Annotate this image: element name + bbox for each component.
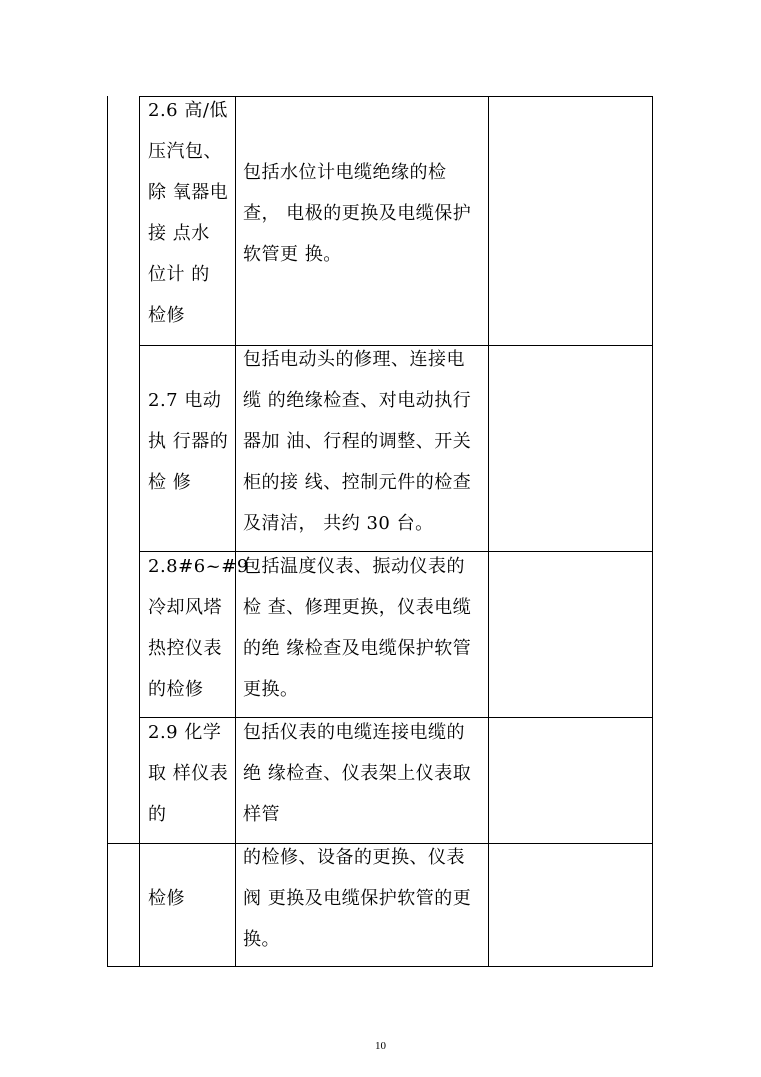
item-cell xyxy=(148,712,228,835)
item-cell xyxy=(148,878,185,919)
description-line: 绝 缘检查、仪表架上仪表取 xyxy=(243,763,472,784)
description-cell xyxy=(243,712,471,835)
description-line: 包括温度仪表、振动仪表的 xyxy=(243,556,465,577)
description-line: 软管更 换。 xyxy=(243,244,342,265)
description-line: 包括水位计电缆绝缘的检 xyxy=(243,162,447,183)
item-cell xyxy=(148,380,228,503)
description-cell xyxy=(243,152,471,275)
description-line: 及清洁， 共约 30 台。 xyxy=(243,513,434,534)
item-line: 2.8#6~#9 xyxy=(148,556,249,577)
item-line: 热控仪表 xyxy=(148,638,222,659)
description-line: 样管 xyxy=(243,804,280,825)
description-line: 查， 电极的更换及电缆保护 xyxy=(243,203,472,224)
item-cell xyxy=(148,546,249,710)
item-line: 2.7 电动 xyxy=(148,390,222,411)
table-border-bottom xyxy=(107,966,653,967)
column-divider xyxy=(488,96,489,967)
description-line: 阀 更换及电缆保护软管的更 xyxy=(243,888,472,909)
column-divider xyxy=(235,96,236,967)
page-number: 10 xyxy=(375,1040,386,1052)
description-cell xyxy=(243,837,471,960)
item-line: 除 氧器电 xyxy=(148,182,229,203)
description-line: 器加 油、行程的调整、开关 xyxy=(243,431,472,452)
description-line: 的检修、设备的更换、仪表 xyxy=(243,847,465,868)
column-divider xyxy=(139,96,140,967)
item-line: 检修 xyxy=(148,305,185,326)
description-line: 柜的接 线、控制元件的检查 xyxy=(243,472,472,493)
description-line: 换。 xyxy=(243,929,280,950)
description-cell xyxy=(243,546,471,710)
description-line: 包括电动头的修理、连接电 xyxy=(243,349,465,370)
item-line: 取 样仪表 xyxy=(148,763,229,784)
item-line: 2.9 化学 xyxy=(148,722,222,743)
description-line: 包括仪表的电缆连接电缆的 xyxy=(243,722,465,743)
description-cell xyxy=(243,339,471,544)
item-cell xyxy=(148,90,228,336)
table-border-right xyxy=(652,96,653,967)
item-line: 检修 xyxy=(148,888,185,909)
item-line: 的检修 xyxy=(148,679,204,700)
description-line: 更换。 xyxy=(243,679,299,700)
table-border-left xyxy=(107,96,108,967)
description-line: 检 查、修理更换，仪表电缆 xyxy=(243,597,472,618)
item-line: 2.6 高/低 xyxy=(148,100,228,121)
item-line: 接 点水 xyxy=(148,223,210,244)
item-line: 位计 的 xyxy=(148,264,210,285)
item-line: 压汽包、 xyxy=(148,141,222,162)
item-line: 检 修 xyxy=(148,472,192,493)
description-line: 缆 的绝缘检查、对电动执行 xyxy=(243,390,472,411)
item-line: 执 行器的 xyxy=(148,431,229,452)
item-line: 的 xyxy=(148,804,167,825)
item-line: 冷却风塔 xyxy=(148,597,222,618)
description-line: 的绝 缘检查及电缆保护软管 xyxy=(243,638,472,659)
